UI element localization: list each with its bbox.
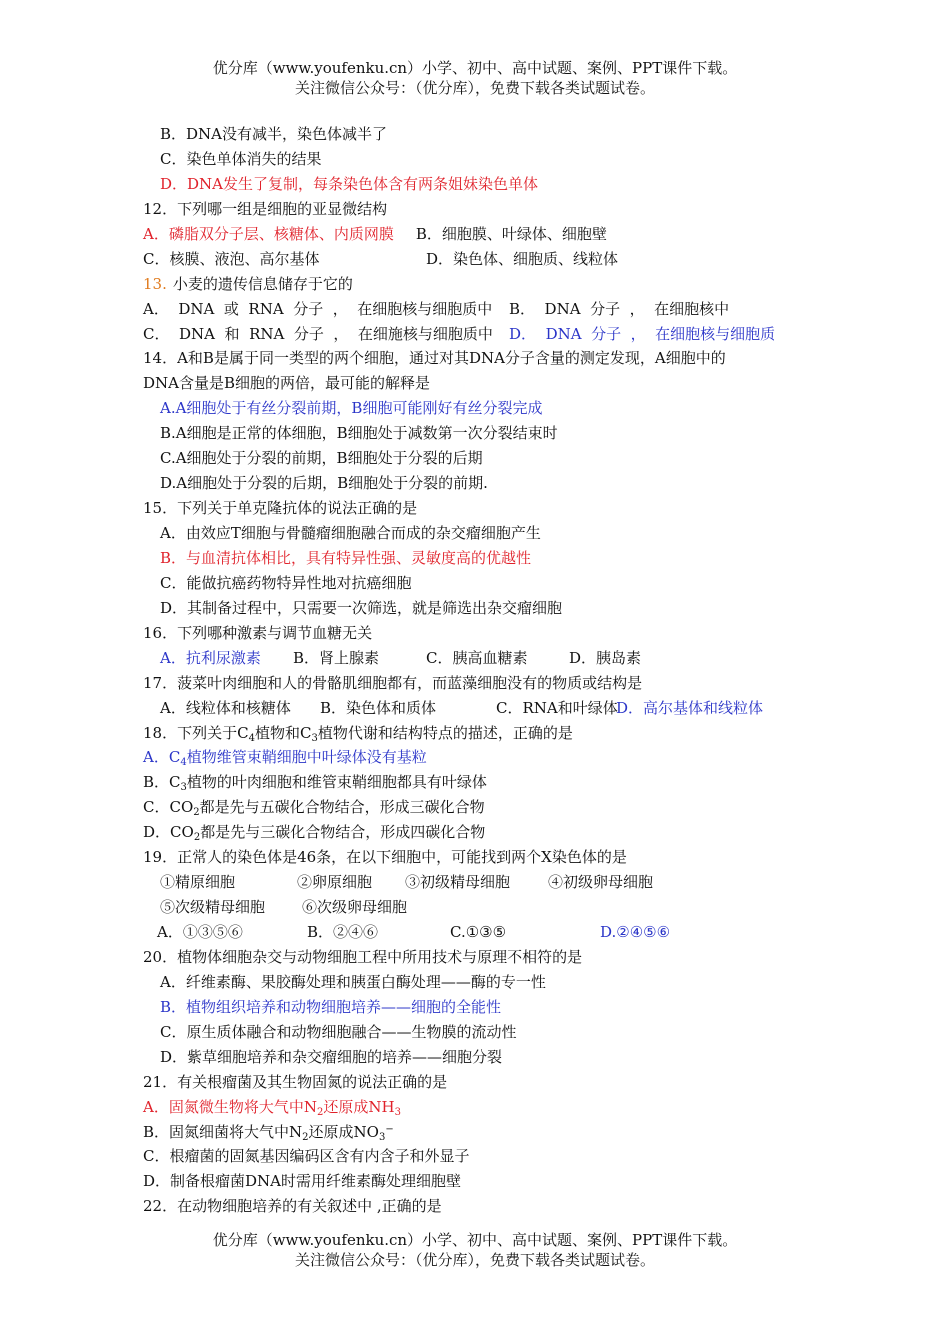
q17-options: [143, 696, 843, 721]
text-part: 都是先与三碳化合物结合，形成四碳化合物: [200, 823, 486, 842]
q19-item: ④初级卵母细胞: [548, 873, 654, 892]
text-part: C．CO: [143, 798, 194, 817]
q20-option-a: A．纤维素酶、果胶酶处理和胰蛋白酶处理——酶的专一性: [160, 972, 546, 991]
q20-option-c: C．原生质体融合和动物细胞融合——生物膜的流动性: [160, 1022, 517, 1041]
subscript: 3: [394, 1106, 401, 1118]
q16-option-a: A．抗利尿激素: [160, 648, 261, 667]
text-part: 植物维管束鞘细胞中叶绿体没有基粒: [186, 748, 427, 767]
q19-items-row1: [143, 870, 843, 895]
q13-stem-line: [143, 272, 843, 297]
subscript: 3: [311, 732, 318, 744]
q19-item: ③初级精母细胞: [405, 873, 511, 892]
q15-option-d: D．其制备过程中，只需要一次筛选，就是筛选出杂交瘤细胞: [160, 598, 563, 617]
q19-item: ①精原细胞: [160, 873, 236, 892]
q19-item: ②卵原细胞: [297, 873, 373, 892]
q18-stem: [143, 721, 843, 746]
q13-options-cd: [143, 322, 843, 347]
q14-stem-2: DNA含量是B细胞的两倍，最可能的解释是: [143, 374, 431, 393]
q19-items-row2: [143, 895, 843, 920]
subscript: 4: [180, 757, 187, 769]
q12-stem: 12．下列哪一组是细胞的亚显微结构: [143, 199, 388, 218]
q19-item: ⑥次级卵母细胞: [302, 898, 408, 917]
text-part: A．C: [143, 748, 181, 767]
q21-option-b: [143, 1120, 843, 1145]
text-part: 还原成NH: [323, 1097, 395, 1116]
header-line-1: 优分库（www.youfenku.cn）小学、初中、高中试题、案例、PPT课件下载。: [212, 59, 738, 77]
subscript: 2: [193, 832, 201, 844]
header-line-2: 关注微信公众号：（优分库），免费下载各类试题试卷。: [294, 79, 655, 97]
q12-options-ab: [143, 222, 843, 247]
q18-option-c: [143, 795, 843, 820]
q16-option-c: C．胰高血糖素: [426, 648, 528, 667]
superscript: −: [385, 1123, 394, 1135]
q13-option-a: A． DNA 或 RNA 分子 ， 在细胞核与细胞质中: [143, 299, 493, 318]
q16-option-b: B．肾上腺素: [293, 648, 380, 667]
q14-option-a: A.A细胞处于有丝分裂前期，B细胞可能刚好有丝分裂完成: [160, 399, 543, 418]
q13-option-c: C． DNA 和 RNA 分子 ， 在细施核与细胞质中: [143, 324, 493, 343]
footer-line-2: 关注微信公众号：（优分库），免费下载各类试题试卷。: [294, 1251, 655, 1269]
q19-stem: 19．正常人的染色体是46条，在以下细胞中，可能找到两个X染色体的是: [143, 848, 627, 867]
q18-stem-part: 植物和C: [254, 723, 312, 742]
q11-option-c: C．染色单体消失的结果: [160, 149, 322, 168]
q19-options: [143, 920, 843, 945]
q19-item: ⑤次级精母细胞: [160, 898, 266, 917]
subscript: 2: [316, 1106, 324, 1118]
text-part: 植物的叶肉细胞和维管束鞘细胞都具有叶绿体: [186, 773, 487, 792]
text-part: 都是先与五碳化合物结合，形成三碳化合物: [199, 798, 485, 817]
page-footer: [0, 1230, 950, 1270]
q20-option-d: D．紫草细胞培养和杂交瘤细胞的培养——细胞分裂: [160, 1047, 503, 1066]
q18-option-d: [143, 820, 843, 845]
q22-stem: 22．在动物细胞培养的有关叙述中 ,正确的是: [143, 1197, 442, 1216]
q14-stem-1: 14．A和B是属于同一类型的两个细胞，通过对其DNA分子含量的测定发现，A细胞中的: [143, 349, 726, 368]
q21-option-a: [143, 1095, 843, 1120]
q14-option-b: B.A细胞是正常的体细胞，B细胞处于减数第一次分裂结束时: [160, 424, 558, 443]
text-part: B．C: [143, 773, 181, 792]
q13-stem: 小麦的遗传信息储存于它的: [172, 274, 353, 293]
text-part: A．固氮微生物将大气中N: [143, 1097, 317, 1116]
q12-option-b: B．细胞膜、叶绿体、细胞壁: [415, 224, 607, 243]
q21-stem: 21．有关根瘤菌及其生物固氮的说法正确的是: [143, 1072, 448, 1091]
subscript: 2: [302, 1131, 309, 1143]
text-part: B．固氮细菌将大气中N: [143, 1122, 303, 1141]
q19-option-a: A．①③⑤⑥: [157, 923, 243, 941]
page-header: [0, 58, 950, 98]
q13-option-b: B． DNA 分子 ， 在细胞核中: [509, 299, 730, 318]
q14-option-c: C.A细胞处于分裂的前期，B细胞处于分裂的后期: [160, 449, 483, 468]
q19-option-d: D.②④⑤⑥: [600, 923, 671, 941]
q17-option-d: D．高尔基体和线粒体: [616, 698, 764, 717]
q19-option-c: C.①③⑤: [450, 923, 507, 941]
subscript: 3: [180, 782, 187, 794]
q17-option-a: A．线粒体和核糖体: [160, 698, 291, 717]
q21-option-d: D．制备根瘤菌DNA时需用纤维素酶处理细胞壁: [143, 1172, 462, 1191]
question-body: [143, 122, 843, 1219]
q13-number: 13.: [143, 274, 167, 293]
q21-option-c: C．根瘤菌的固氮基因编码区含有内含子和外显子: [143, 1147, 470, 1166]
q20-option-b: B．植物组织培养和动物细胞培养——细胞的全能性: [160, 997, 502, 1016]
subscript: 4: [248, 732, 255, 744]
text-part: 还原成NO: [308, 1122, 379, 1141]
q13-option-d: D． DNA 分子 ， 在细胞核与细胞质: [509, 324, 776, 343]
footer-line-1: 优分库（www.youfenku.cn）小学、初中、高中试题、案例、PPT课件下载。: [212, 1231, 738, 1249]
q16-stem: 16．下列哪种激素与调节血糖无关: [143, 623, 373, 642]
q17-option-b: B．染色体和质体: [320, 698, 437, 717]
q13-options-ab: [143, 297, 843, 322]
q20-stem: 20．植物体细胞杂交与动物细胞工程中所用技术与原理不相符的是: [143, 947, 583, 966]
q16-options: [143, 646, 843, 671]
q12-options-cd: [143, 247, 843, 272]
q12-option-d: D．染色体、细胞质、线粒体: [426, 249, 619, 268]
q15-option-c: C．能做抗癌药物特异性地对抗癌细胞: [160, 573, 412, 592]
subscript: 3: [378, 1131, 386, 1143]
q14-option-d: D.A细胞处于分裂的后期，B细胞处于分裂的前期.: [160, 474, 488, 493]
q12-option-a: A．磷脂双分子层、核糖体、内质网膜: [143, 224, 394, 243]
q12-option-c: C．核膜、液泡、高尔基体: [143, 249, 320, 268]
q18-option-a: [143, 745, 843, 770]
q19-option-b: B．②④⑥: [307, 923, 379, 941]
q17-option-c: C．RNA和叶绿体: [496, 698, 618, 717]
q17-stem: 17．菠菜叶肉细胞和人的骨骼肌细胞都有，而蓝藻细胞没有的物质或结构是: [143, 673, 643, 692]
q18-stem-part: 18．下列关于C: [143, 723, 249, 742]
q11-option-b: B．DNA没有减半，染色体减半了: [160, 125, 388, 143]
q11-option-d: D．DNA发生了复制，每条染色体含有两条姐妹染色单体: [160, 174, 539, 193]
q15-option-b: B．与血清抗体相比，具有特异性强、灵敏度高的优越性: [160, 548, 532, 567]
subscript: 2: [193, 807, 200, 819]
q15-option-a: A．由效应T细胞与骨髓瘤细胞融合而成的杂交瘤细胞产生: [160, 524, 541, 542]
text-part: D．CO: [143, 823, 194, 842]
q18-option-b: [143, 770, 843, 795]
q18-stem-part: 植物代谢和结构特点的描述，正确的是: [317, 723, 573, 742]
q15-stem: 15．下列关于单克隆抗体的说法正确的是: [143, 499, 418, 518]
q16-option-d: D．胰岛素: [569, 648, 642, 667]
